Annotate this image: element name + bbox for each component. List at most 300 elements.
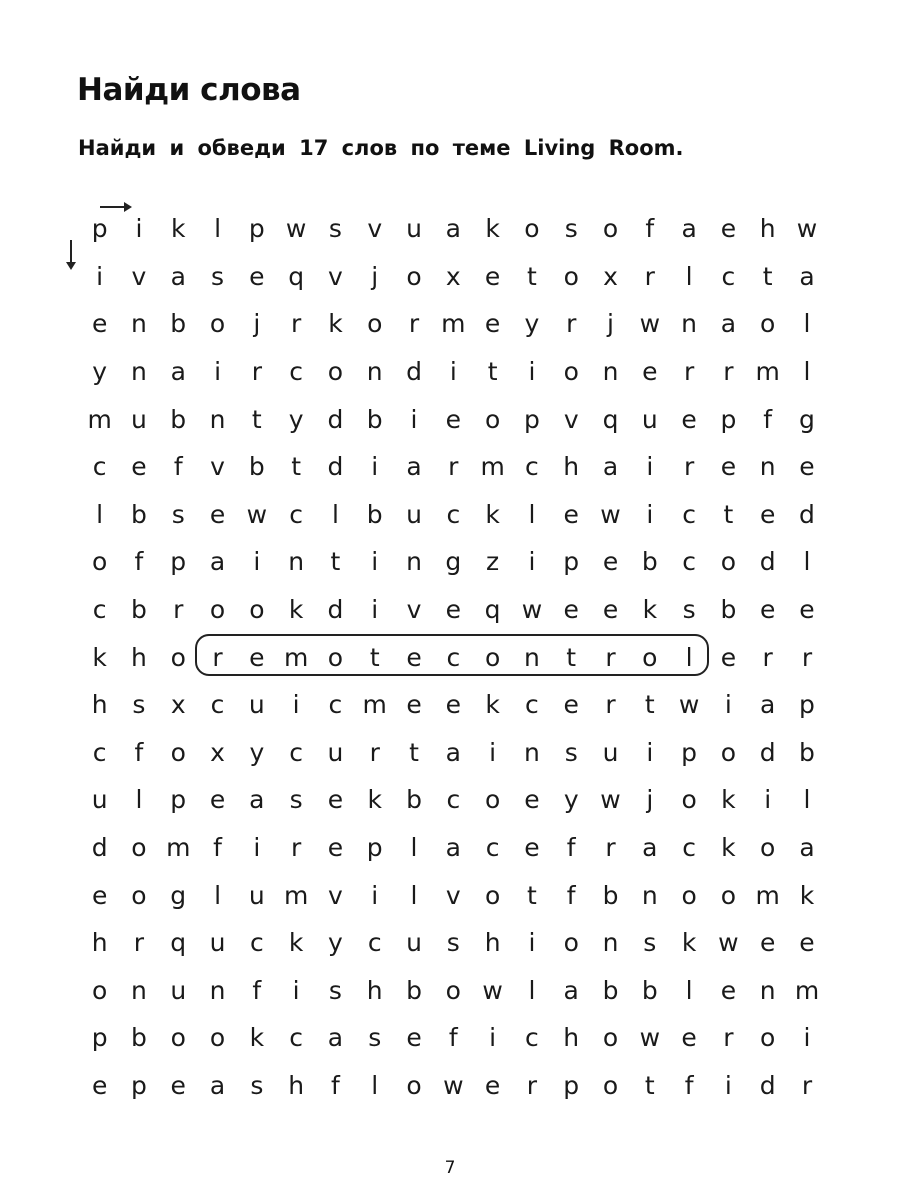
grid-cell[interactable]: s [132,690,146,720]
grid-cell[interactable]: b [170,309,187,339]
grid-cell[interactable]: l [685,975,693,1005]
grid-cell[interactable]: i [410,404,418,434]
grid-cell[interactable]: r [605,690,616,720]
grid-cell[interactable]: u [406,499,422,529]
grid-cell[interactable]: a [406,452,422,482]
grid-cell[interactable]: f [684,1070,694,1100]
grid-cell[interactable]: e [484,261,501,291]
grid-cell[interactable]: r [723,1023,734,1053]
grid-cell[interactable]: p [131,1070,147,1100]
grid-cell[interactable]: o [484,785,501,815]
grid-cell[interactable]: m [362,690,387,720]
grid-cell[interactable]: w [639,309,661,339]
grid-cell[interactable]: e [406,1023,422,1053]
grid-cell[interactable]: l [803,357,811,387]
grid-cell[interactable]: r [762,642,773,672]
grid-cell[interactable]: n [131,357,147,387]
grid-cell[interactable]: r [605,642,616,672]
grid-cell[interactable]: b [131,499,147,529]
grid-cell[interactable]: p [248,214,265,244]
grid-cell[interactable]: o [602,214,619,244]
grid-cell[interactable]: x [210,737,225,767]
grid-cell[interactable]: r [644,261,655,291]
grid-cell[interactable]: d [759,547,776,577]
grid-cell[interactable]: s [643,928,657,958]
grid-cell[interactable]: u [91,785,108,815]
grid-cell[interactable]: d [327,452,344,482]
grid-cell[interactable]: r [448,452,459,482]
grid-cell[interactable]: o [92,975,108,1005]
grid-cell[interactable]: e [642,357,658,387]
grid-cell[interactable]: l [685,642,693,672]
grid-cell[interactable]: w [246,499,268,529]
grid-cell[interactable]: k [642,595,658,625]
grid-cell[interactable]: b [131,595,147,625]
grid-cell[interactable]: k [288,928,304,958]
grid-cell[interactable]: b [641,975,658,1005]
grid-cell[interactable]: c [249,928,264,958]
grid-cell[interactable]: o [327,357,344,387]
grid-cell[interactable]: a [209,1070,226,1100]
grid-cell[interactable]: r [369,737,380,767]
grid-cell[interactable]: e [484,309,501,339]
grid-cell[interactable]: o [209,309,226,339]
grid-cell[interactable]: g [799,404,815,434]
grid-cell[interactable]: o [131,880,147,910]
grid-cell[interactable]: c [92,452,107,482]
grid-cell[interactable]: k [721,833,736,863]
grid-cell[interactable]: p [170,785,187,815]
grid-cell[interactable]: w [796,214,818,244]
grid-cell[interactable]: e [720,975,737,1005]
grid-cell[interactable]: t [369,642,380,672]
grid-cell[interactable]: i [489,1023,497,1053]
grid-cell[interactable]: i [371,880,379,910]
grid-cell[interactable]: d [759,1070,776,1100]
grid-cell[interactable]: e [91,1070,108,1100]
grid-cell[interactable]: m [480,452,505,482]
grid-cell[interactable]: e [327,833,344,863]
grid-cell[interactable]: a [209,547,226,577]
grid-cell[interactable]: a [170,261,186,291]
grid-cell[interactable]: a [445,214,461,244]
grid-cell[interactable]: i [724,690,732,720]
grid-cell[interactable]: e [681,1023,697,1053]
grid-cell[interactable]: r [683,357,695,387]
grid-cell[interactable]: o [720,547,737,577]
grid-cell[interactable]: c [446,499,461,529]
grid-cell[interactable]: t [527,880,537,910]
grid-cell[interactable]: l [371,1070,379,1100]
grid-cell[interactable]: l [803,785,811,815]
grid-cell[interactable]: t [291,452,302,482]
grid-cell[interactable]: p [681,737,698,767]
grid-cell[interactable]: h [366,975,383,1005]
grid-cell[interactable]: i [646,452,654,482]
grid-cell[interactable]: o [602,1023,619,1053]
grid-cell[interactable]: i [214,357,222,387]
grid-cell[interactable]: c [289,499,303,529]
grid-cell[interactable]: i [764,785,772,815]
grid-cell[interactable]: o [327,642,344,672]
grid-cell[interactable]: s [564,214,578,244]
grid-cell[interactable]: v [406,595,422,625]
grid-cell[interactable]: d [327,595,344,625]
grid-cell[interactable]: i [528,547,536,577]
grid-cell[interactable]: d [799,499,815,529]
grid-cell[interactable]: a [563,975,579,1005]
grid-cell[interactable]: e [681,404,697,434]
grid-cell[interactable]: b [406,975,422,1005]
grid-cell[interactable]: s [328,214,342,244]
grid-cell[interactable]: c [289,357,303,387]
grid-cell[interactable]: m [794,975,820,1005]
grid-cell[interactable]: e [563,499,579,529]
grid-cell[interactable]: k [171,214,186,244]
grid-cell[interactable]: q [288,261,305,291]
grid-cell[interactable]: w [521,595,543,625]
grid-cell[interactable]: l [135,785,143,815]
grid-cell[interactable]: y [249,737,265,767]
grid-cell[interactable]: h [563,1023,580,1053]
grid-cell[interactable]: i [646,737,654,767]
grid-cell[interactable]: c [682,547,696,577]
grid-cell[interactable]: e [799,595,815,625]
grid-cell[interactable]: a [760,690,776,720]
grid-cell[interactable]: e [170,1070,186,1100]
grid-cell[interactable]: i [449,357,457,387]
grid-cell[interactable]: n [681,309,698,339]
grid-cell[interactable]: l [214,880,222,910]
grid-cell[interactable]: c [210,690,225,720]
grid-cell[interactable]: m [755,880,780,910]
grid-cell[interactable]: y [524,309,540,339]
grid-cell[interactable]: e [91,309,108,339]
grid-cell[interactable]: r [408,309,420,339]
grid-cell[interactable]: o [720,880,737,910]
grid-cell[interactable]: f [213,833,222,863]
grid-cell[interactable]: c [446,785,461,815]
grid-cell[interactable]: o [563,261,579,291]
grid-cell[interactable]: t [644,690,655,720]
grid-cell[interactable]: u [170,975,187,1005]
grid-cell[interactable]: u [406,214,422,244]
grid-cell[interactable]: l [685,261,693,291]
grid-cell[interactable]: i [292,690,300,720]
grid-cell[interactable]: d [406,357,422,387]
grid-cell[interactable]: t [330,547,341,577]
grid-cell[interactable]: r [723,357,734,387]
grid-cell[interactable]: y [288,404,304,434]
grid-cell[interactable]: s [250,1070,264,1100]
grid-cell[interactable]: p [91,214,108,244]
grid-cell[interactable]: c [682,833,696,863]
grid-cell[interactable]: n [523,737,540,767]
grid-cell[interactable]: w [285,214,307,244]
grid-cell[interactable]: s [564,737,578,767]
grid-cell[interactable]: f [566,880,576,910]
grid-cell[interactable]: h [131,642,147,672]
grid-cell[interactable]: v [210,452,225,482]
grid-cell[interactable]: l [803,547,811,577]
grid-cell[interactable]: e [720,214,737,244]
grid-cell[interactable]: o [367,309,383,339]
grid-cell[interactable]: b [366,404,383,434]
grid-cell[interactable]: o [484,880,501,910]
grid-cell[interactable]: l [214,214,222,244]
grid-cell[interactable]: c [525,690,539,720]
grid-cell[interactable]: e [209,785,226,815]
grid-cell[interactable]: c [92,595,107,625]
grid-cell[interactable]: e [563,690,579,720]
grid-cell[interactable]: r [251,357,262,387]
grid-cell[interactable]: b [366,499,383,529]
grid-cell[interactable]: v [328,880,343,910]
grid-cell[interactable]: e [249,261,265,291]
grid-cell[interactable]: f [173,452,183,482]
grid-cell[interactable]: c [682,499,696,529]
grid-cell[interactable]: o [563,928,579,958]
grid-cell[interactable]: d [759,737,776,767]
grid-cell[interactable]: n [209,404,226,434]
grid-cell[interactable]: u [641,404,658,434]
grid-cell[interactable]: k [328,309,343,339]
grid-cell[interactable]: p [366,833,383,863]
grid-cell[interactable]: p [170,547,187,577]
grid-cell[interactable]: e [209,499,226,529]
grid-cell[interactable]: a [249,785,265,815]
grid-cell[interactable]: c [721,261,736,291]
grid-cell[interactable]: i [253,547,261,577]
grid-cell[interactable]: k [721,785,736,815]
grid-cell[interactable]: c [525,1023,539,1053]
grid-cell[interactable]: k [92,642,107,672]
grid-cell[interactable]: k [288,595,304,625]
grid-cell[interactable]: e [602,595,619,625]
grid-cell[interactable]: f [763,404,773,434]
grid-cell[interactable]: i [135,214,143,244]
grid-cell[interactable]: r [566,309,577,339]
grid-cell[interactable]: w [482,975,503,1005]
grid-cell[interactable]: c [289,737,303,767]
grid-cell[interactable]: s [171,499,185,529]
grid-cell[interactable]: a [445,737,461,767]
grid-cell[interactable]: e [760,928,776,958]
grid-cell[interactable]: e [445,595,462,625]
grid-cell[interactable]: o [602,1070,619,1100]
grid-cell[interactable]: u [406,928,422,958]
grid-cell[interactable]: w [718,928,739,958]
grid-cell[interactable]: g [445,547,462,577]
grid-cell[interactable]: a [327,1023,344,1053]
grid-cell[interactable]: b [406,785,422,815]
grid-cell[interactable]: y [328,928,343,958]
grid-cell[interactable]: k [799,880,815,910]
grid-cell[interactable]: w [600,785,621,815]
grid-cell[interactable]: o [131,833,147,863]
grid-cell[interactable]: b [720,595,737,625]
grid-cell[interactable]: f [566,833,576,863]
grid-cell[interactable]: o [563,357,579,387]
grid-cell[interactable]: f [645,214,655,244]
grid-cell[interactable]: e [445,404,462,434]
grid-cell[interactable]: i [528,928,536,958]
grid-cell[interactable]: i [803,1023,811,1053]
grid-cell[interactable]: a [170,357,186,387]
grid-cell[interactable]: t [762,261,773,291]
grid-cell[interactable]: s [289,785,303,815]
grid-cell[interactable]: j [646,785,654,815]
grid-cell[interactable]: l [528,975,536,1005]
grid-cell[interactable]: k [485,690,500,720]
grid-cell[interactable]: o [445,975,461,1005]
grid-cell[interactable]: o [760,309,776,339]
grid-cell[interactable]: d [327,404,344,434]
grid-cell[interactable]: e [760,499,776,529]
grid-cell[interactable]: e [563,595,579,625]
grid-cell[interactable]: a [681,214,697,244]
grid-cell[interactable]: i [646,499,654,529]
grid-cell[interactable]: o [209,1023,226,1053]
grid-cell[interactable]: o [92,547,108,577]
grid-cell[interactable]: s [328,975,342,1005]
grid-cell[interactable]: f [134,737,144,767]
grid-cell[interactable]: h [484,928,501,958]
grid-cell[interactable]: x [170,690,186,720]
grid-cell[interactable]: e [327,785,344,815]
grid-cell[interactable]: c [525,452,539,482]
grid-cell[interactable]: o [484,404,501,434]
grid-cell[interactable]: t [527,261,537,291]
grid-cell[interactable]: c [92,737,107,767]
grid-cell[interactable]: h [91,928,108,958]
grid-cell[interactable]: h [288,1070,305,1100]
grid-cell[interactable]: e [799,452,815,482]
grid-cell[interactable]: m [755,357,780,387]
grid-cell[interactable]: k [367,785,382,815]
grid-cell[interactable]: e [720,642,737,672]
grid-cell[interactable]: k [485,214,500,244]
grid-cell[interactable]: n [759,452,776,482]
grid-cell[interactable]: j [253,309,261,339]
grid-cell[interactable]: a [720,309,737,339]
grid-cell[interactable]: f [331,1070,340,1100]
grid-cell[interactable]: o [170,1023,186,1053]
grid-cell[interactable]: v [328,261,343,291]
grid-cell[interactable]: n [131,309,147,339]
grid-cell[interactable]: n [288,547,305,577]
grid-cell[interactable]: z [486,547,500,577]
grid-cell[interactable]: t [644,1070,655,1100]
grid-cell[interactable]: u [248,690,265,720]
grid-cell[interactable]: d [91,833,108,863]
grid-cell[interactable]: r [683,452,695,482]
grid-cell[interactable]: b [602,880,619,910]
grid-cell[interactable]: v [563,404,579,434]
grid-cell[interactable]: r [173,595,184,625]
grid-cell[interactable]: s [446,928,460,958]
grid-cell[interactable]: y [92,357,108,387]
grid-cell[interactable]: o [209,595,226,625]
grid-cell[interactable]: o [760,833,776,863]
grid-cell[interactable]: a [642,833,658,863]
grid-cell[interactable]: l [528,499,536,529]
grid-cell[interactable]: x [445,261,461,291]
grid-cell[interactable]: o [760,1023,776,1053]
grid-cell[interactable]: w [443,1070,464,1100]
grid-cell[interactable]: c [328,690,343,720]
grid-cell[interactable]: o [524,214,540,244]
grid-cell[interactable]: u [327,737,344,767]
grid-cell[interactable]: h [91,690,108,720]
grid-cell[interactable]: p [799,690,815,720]
grid-cell[interactable]: u [131,404,147,434]
grid-cell[interactable]: e [249,642,265,672]
grid-cell[interactable]: i [371,452,379,482]
grid-cell[interactable]: a [445,833,461,863]
grid-cell[interactable]: p [563,1070,580,1100]
grid-cell[interactable]: r [801,642,813,672]
grid-cell[interactable]: s [682,595,696,625]
grid-cell[interactable]: e [484,1070,501,1100]
grid-cell[interactable]: p [523,404,540,434]
grid-cell[interactable]: o [170,642,186,672]
grid-cell[interactable]: c [367,928,382,958]
grid-cell[interactable]: c [289,1023,303,1053]
grid-cell[interactable]: n [406,547,422,577]
grid-cell[interactable]: a [602,452,619,482]
grid-cell[interactable]: b [799,737,815,767]
grid-cell[interactable]: a [799,833,815,863]
grid-cell[interactable]: t [487,357,498,387]
grid-cell[interactable]: k [485,499,500,529]
grid-cell[interactable]: u [248,880,265,910]
grid-cell[interactable]: c [485,833,500,863]
grid-cell[interactable]: o [720,737,737,767]
grid-cell[interactable]: w [600,499,621,529]
grid-cell[interactable]: l [410,833,418,863]
grid-cell[interactable]: k [681,928,697,958]
grid-cell[interactable]: f [252,975,262,1005]
grid-cell[interactable]: e [131,452,147,482]
grid-cell[interactable]: f [448,1023,458,1053]
grid-cell[interactable]: i [253,833,261,863]
grid-cell[interactable]: t [409,737,419,767]
grid-cell[interactable]: e [799,928,815,958]
grid-cell[interactable]: i [489,737,497,767]
grid-cell[interactable]: h [563,452,580,482]
grid-cell[interactable]: o [681,880,697,910]
grid-cell[interactable]: n [523,642,540,672]
grid-cell[interactable]: g [170,880,187,910]
grid-cell[interactable]: b [170,404,187,434]
grid-cell[interactable]: n [209,975,226,1005]
grid-cell[interactable]: n [131,975,147,1005]
grid-cell[interactable]: v [367,214,383,244]
grid-cell[interactable]: c [446,642,461,672]
grid-cell[interactable]: r [212,642,223,672]
grid-cell[interactable]: a [799,261,815,291]
grid-cell[interactable]: o [484,642,501,672]
grid-cell[interactable]: e [406,642,422,672]
grid-cell[interactable]: h [759,214,776,244]
grid-cell[interactable]: r [605,833,616,863]
grid-cell[interactable]: t [566,642,577,672]
grid-cell[interactable]: n [641,880,658,910]
grid-cell[interactable]: b [248,452,265,482]
grid-cell[interactable]: l [96,499,104,529]
grid-cell[interactable]: i [96,261,104,291]
